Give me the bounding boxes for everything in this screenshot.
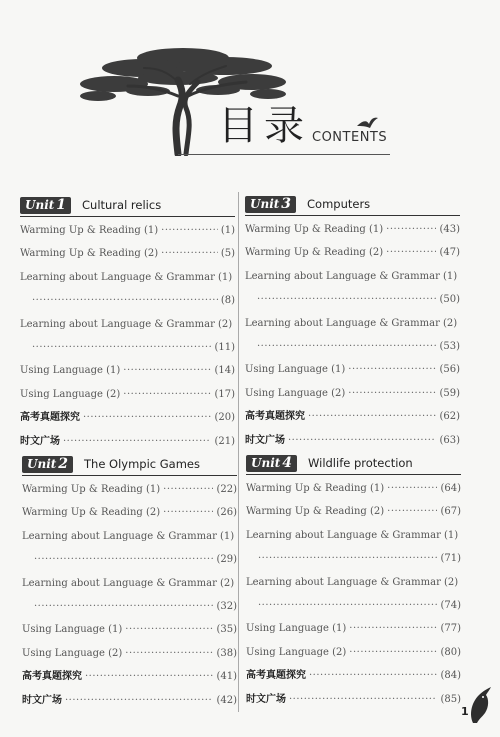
- toc-entry[interactable]: Warming Up & Reading (2) ····· (5): [20, 242, 235, 265]
- toc-entry[interactable]: 时文广场 ····· (42): [22, 689, 237, 712]
- toc-title: 目录: [218, 103, 310, 149]
- unit-badge: [245, 196, 296, 213]
- unit-title: Wildlife protection: [308, 456, 413, 470]
- toc-entry[interactable]: Warming Up & Reading (2) ····· (26): [22, 501, 237, 524]
- toc-entry-continuation[interactable]: ····· (29): [22, 548, 237, 571]
- unit-badge-word: Unit: [251, 456, 281, 470]
- toc-entry-continuation[interactable]: ····· (11): [20, 336, 235, 359]
- title-underline: [178, 154, 390, 155]
- toc-header: [0, 0, 500, 190]
- toc-entry[interactable]: Using Language (2) ····· (59): [245, 382, 460, 405]
- unit-4-section: [246, 454, 461, 711]
- toc-entry[interactable]: Learning about Language & Grammar (2): [22, 577, 235, 589]
- unit-badge-word: Unit: [27, 457, 57, 471]
- toc-entry-continuation[interactable]: ····· (53): [245, 335, 460, 358]
- toc-entry[interactable]: 高考真题探究 ····· (62): [245, 405, 460, 428]
- page-number: 1: [461, 705, 469, 718]
- toc-entry[interactable]: Learning about Language & Grammar (2): [245, 317, 458, 329]
- unit-badge-number: 4: [282, 455, 293, 471]
- toc-entry[interactable]: Using Language (1) ····· (14): [20, 359, 235, 382]
- toc-subtitle: CONTENTS: [312, 130, 388, 145]
- toc-entry[interactable]: Learning about Language & Grammar (1): [22, 530, 235, 542]
- toc-entry-continuation[interactable]: ····· (32): [22, 595, 237, 618]
- unit-badge-number: 1: [56, 197, 67, 213]
- toc-entry[interactable]: Warming Up & Reading (1) ····· (43): [245, 218, 460, 241]
- toc-entry[interactable]: Warming Up & Reading (1) ····· (64): [246, 477, 461, 500]
- unit-badge: [246, 455, 297, 472]
- unit-badge-word: Unit: [25, 198, 55, 212]
- unit-3-header: [245, 195, 460, 216]
- toc-entry[interactable]: Learning about Language & Grammar (1): [20, 271, 233, 283]
- toc-entry[interactable]: 时文广场 ····· (85): [246, 688, 461, 711]
- bird-icon: [355, 116, 379, 132]
- toc-entry[interactable]: Learning about Language & Grammar (1): [245, 270, 458, 282]
- unit-2-section: [22, 455, 237, 712]
- unit-badge-number: 2: [58, 456, 69, 472]
- toc-entry[interactable]: Warming Up & Reading (1) ····· (1): [20, 219, 235, 242]
- toc-entry-continuation[interactable]: ····· (8): [20, 289, 235, 312]
- unit-title: Computers: [307, 197, 371, 211]
- unit-title: The Olympic Games: [84, 457, 200, 471]
- toc-entry[interactable]: Warming Up & Reading (1) ····· (22): [22, 478, 237, 501]
- toc-entry[interactable]: 时文广场 ····· (21): [20, 430, 235, 453]
- unit-3-section: [245, 195, 460, 452]
- toc-entry-continuation[interactable]: ····· (71): [246, 547, 461, 570]
- unit-title: Cultural relics: [82, 198, 162, 212]
- toc-entry-continuation[interactable]: ····· (74): [246, 594, 461, 617]
- toc-entry[interactable]: Using Language (1) ····· (35): [22, 618, 237, 641]
- unit-badge-number: 3: [281, 196, 292, 212]
- toc-entry[interactable]: 时文广场 ····· (63): [245, 429, 460, 452]
- unit-4-header: [246, 454, 461, 475]
- unit-badge-word: Unit: [250, 197, 280, 211]
- toc-entry[interactable]: Using Language (2) ····· (38): [22, 642, 237, 665]
- unit-1-header: [20, 196, 235, 217]
- column-divider: [238, 192, 239, 712]
- toc-entry[interactable]: Learning about Language & Grammar (1): [246, 529, 459, 541]
- toc-entry[interactable]: Warming Up & Reading (2) ····· (47): [245, 241, 460, 264]
- toc-entry-continuation[interactable]: ····· (50): [245, 288, 460, 311]
- toc-entry[interactable]: Learning about Language & Grammar (2): [246, 576, 459, 588]
- unit-2-header: [22, 455, 237, 476]
- toc-entry[interactable]: Using Language (2) ····· (80): [246, 641, 461, 664]
- toc-entry[interactable]: Learning about Language & Grammar (2): [20, 318, 233, 330]
- unit-1-section: [20, 196, 235, 453]
- toc-entry[interactable]: 高考真题探究 ····· (84): [246, 664, 461, 687]
- toc-entry[interactable]: 高考真题探究 ····· (20): [20, 406, 235, 429]
- toc-entry[interactable]: Using Language (1) ····· (77): [246, 617, 461, 640]
- dolphin-icon: [467, 685, 493, 725]
- unit-badge: [22, 456, 73, 473]
- toc-entry[interactable]: Warming Up & Reading (2) ····· (67): [246, 500, 461, 523]
- toc-entry[interactable]: Using Language (1) ····· (56): [245, 358, 460, 381]
- toc-entry[interactable]: 高考真题探究 ····· (41): [22, 665, 237, 688]
- unit-badge: [20, 197, 71, 214]
- toc-entry[interactable]: Using Language (2) ····· (17): [20, 383, 235, 406]
